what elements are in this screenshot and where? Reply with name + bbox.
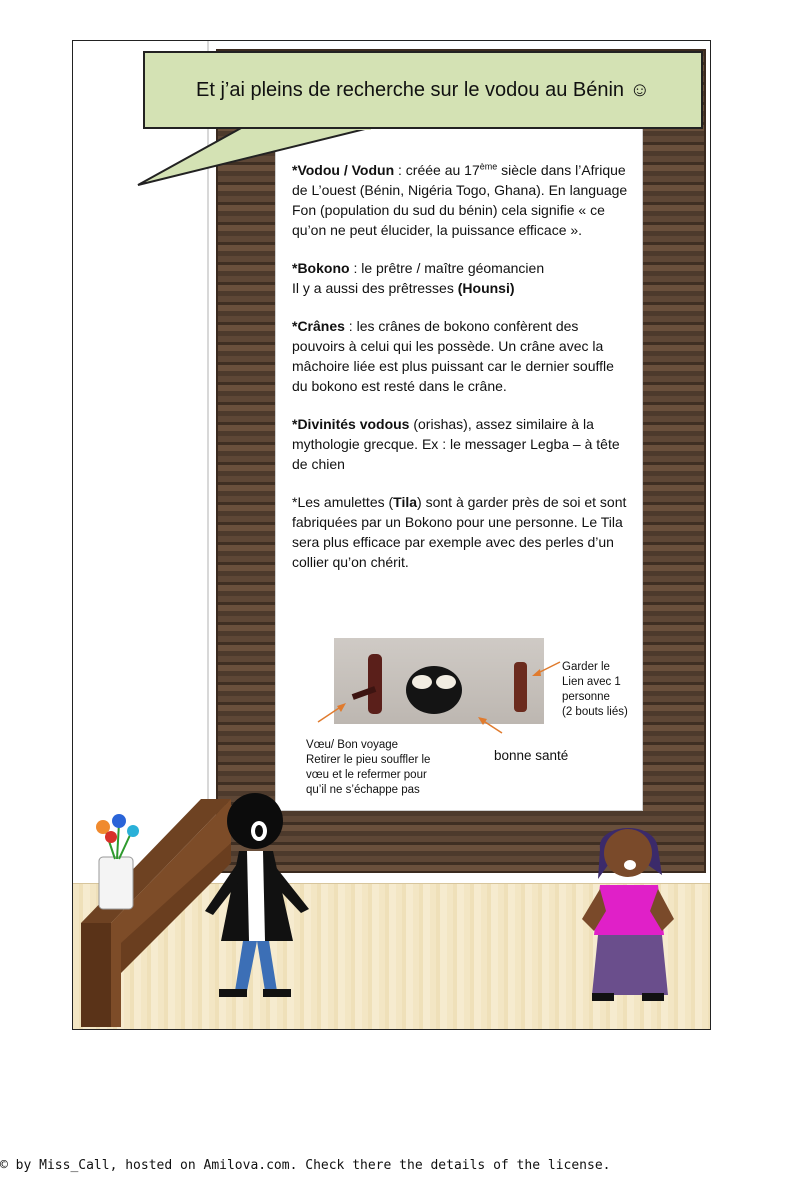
comic-panel [72, 40, 711, 1030]
character-woman-icon [578, 819, 688, 1009]
character-man-icon [201, 791, 321, 1006]
para-bokono: *Bokono : le prêtre / maître géomancien Il y a aussi des prêtresses (Hounsi) [292, 260, 545, 296]
caption-left: Vœu/ Bon voyage Retirer le pieu souffler le vœu et le refermer pour qu’il ne s’échappe pas [306, 739, 431, 796]
para-divinites: *Divinités vodous (orishas), assez similaire à la mythologie grecque. Ex : le messager Legba – à tête de chien [292, 416, 620, 472]
arrow-icon [276, 88, 644, 812]
caption-right: Garder le Lien avec 1 personne (2 bouts liés) [562, 661, 628, 718]
para-vodou: *Vodou / Vodun : créée au 17ème siècle dans l’Afrique de L’ouest (Bénin, Nigéria Togo, Ghana). En language Fon (population du sud du bénin) cela signifie « ce qu’on ne peut élucider, la puissance efficace ». [292, 161, 628, 238]
research-paper [275, 87, 643, 811]
para-cranes: *Crânes : les crânes de bokono confèrent des pouvoirs à celui qui les possède. Un crâne avec la mâchoire liée est plus puissant car le dernier souffle du bokono est resté dans le crâne. [292, 318, 614, 394]
speech-bubble-tail-icon [133, 121, 393, 191]
license-footer: © by Miss_Call, hosted on Amilova.com. Check there the details of the license. [0, 1158, 611, 1173]
flowers-vase-icon [87, 811, 147, 911]
para-amulettes: *Les amulettes (Tila) sont à garder près de soi et sont fabriquées par un Bokono pour une personne. Le Tila sera plus efficace par exemple avec des perles d’un collier qu’on chérit. [292, 494, 627, 570]
caption-middle: bonne santé [494, 748, 569, 763]
speech-bubble: Et j’ai pleins de recherche sur le vodou au Bénin ☺ [143, 51, 703, 129]
